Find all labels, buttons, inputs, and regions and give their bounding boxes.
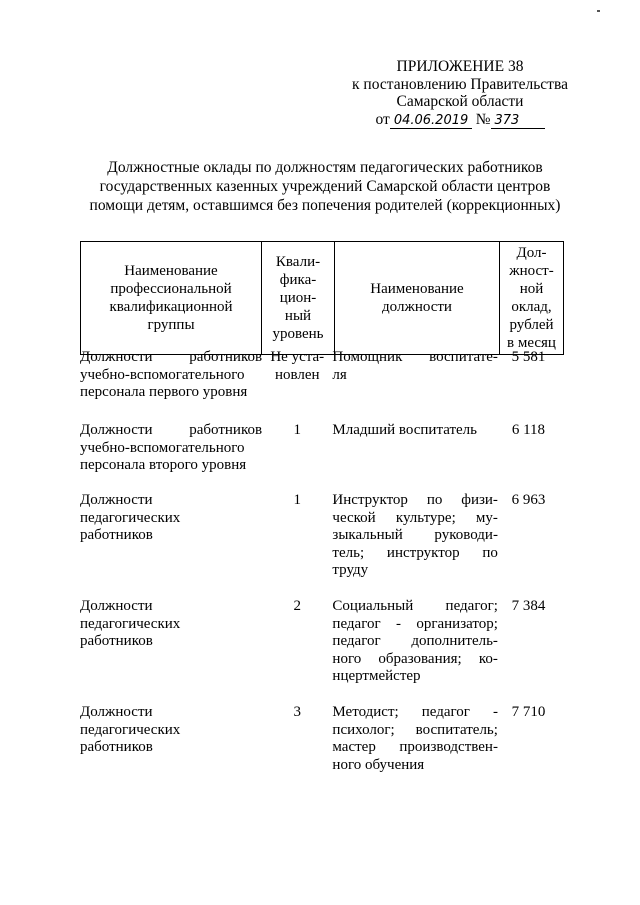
cell-text: Социальный педагог; <box>332 598 498 614</box>
header-text: в месяц <box>507 335 556 351</box>
cell-text: ля <box>332 366 347 383</box>
cell-text: труду <box>332 562 369 578</box>
cell-salary: 5 581 <box>511 349 546 365</box>
cell-text: Должности работников <box>80 349 263 365</box>
header-row <box>81 242 564 355</box>
cell-text: педагог дополнитель- <box>332 633 498 649</box>
cell-text: Должности <box>80 704 153 720</box>
cell-text: психолог; воспитатель; <box>332 721 498 738</box>
header-text: фика- <box>279 272 317 288</box>
table-row <box>80 492 559 598</box>
header-text: рублей <box>509 317 554 333</box>
header-salary <box>500 242 564 355</box>
cell-level <box>262 349 332 422</box>
cell-text: педагог - организатор; <box>332 615 498 632</box>
title-line: Должностные оклады по должностям педагогических работников <box>107 159 543 176</box>
cell-text: Должности <box>80 492 153 508</box>
header-text: Квали- <box>275 254 321 270</box>
cell-text: педагогических <box>80 509 181 526</box>
cell-group <box>80 422 262 492</box>
table-row <box>80 422 559 492</box>
cell-text: Должности <box>80 598 153 614</box>
header-text: Дол- <box>516 245 547 261</box>
cell-text: 1 <box>293 492 301 508</box>
cell-level <box>262 704 332 774</box>
cell-text: работников <box>80 633 153 649</box>
cell-position <box>332 704 498 774</box>
cell-text: ческой культуре; му- <box>332 509 498 526</box>
cell-salary: 6 118 <box>511 422 546 438</box>
cell-text: Инструктор по физи- <box>332 492 498 508</box>
header-text: квалификационной <box>109 299 233 315</box>
appendix-region: Самарской области <box>396 93 524 110</box>
table-row <box>80 598 559 704</box>
header-text: Наименование <box>370 281 464 297</box>
cell-text: персонала второго уровня <box>80 457 247 473</box>
cell-text: ного образования; ко- <box>332 650 498 667</box>
cell-text: 3 <box>293 704 301 720</box>
cell-group <box>80 492 262 598</box>
cell-text: работников <box>80 739 153 755</box>
header-text: должности <box>382 299 452 315</box>
cell-level <box>262 422 332 492</box>
cell-text: Младший воспитатель <box>332 422 478 438</box>
header-text: профессиональной <box>110 281 232 297</box>
cell-salary: 7 384 <box>511 598 546 614</box>
salary-table-header <box>80 241 564 355</box>
handwritten-number: 373 <box>491 114 545 129</box>
header-text: жност- <box>509 263 554 279</box>
cell-position <box>332 492 498 598</box>
header-level <box>262 242 335 355</box>
handwritten-date: 04.06.2019 <box>390 114 472 129</box>
cell-group <box>80 598 262 704</box>
cell-text: 1 <box>293 422 301 438</box>
cell-text: нцертмейстер <box>332 668 421 684</box>
title-line: помощи детям, оставшимся без попечения родителей (коррекционных) <box>89 197 561 214</box>
appendix-decree: к постановлению Правительства <box>352 75 568 93</box>
header-text: ной <box>519 281 544 297</box>
header-text: цион- <box>279 290 317 306</box>
cell-position <box>332 422 498 492</box>
cell-text: ного обучения <box>332 756 425 773</box>
appendix-block <box>330 58 590 129</box>
number-label: № <box>475 110 491 128</box>
cell-text: педагогических <box>80 615 181 632</box>
cell-salary: 7 710 <box>511 704 546 720</box>
table-row <box>80 349 559 422</box>
header-text: уровень <box>272 326 324 342</box>
header-group <box>81 242 262 355</box>
header-text: ный <box>284 308 312 324</box>
cell-text: педагогических <box>80 721 181 738</box>
cell-text: зыкальный руководи- <box>332 527 498 543</box>
header-text: оклад, <box>511 299 552 315</box>
cell-text: работников <box>80 527 153 543</box>
from-label: от <box>375 110 390 128</box>
cell-level <box>262 598 332 704</box>
cell-text: учебно-вспомогательного <box>80 366 245 383</box>
cell-text: Не уста- <box>270 349 325 365</box>
header-text: Наименование <box>124 263 218 279</box>
cell-text: мастер производствен- <box>332 739 498 755</box>
header-position <box>335 242 500 355</box>
cell-position <box>332 349 498 422</box>
cell-text: персонала первого уровня <box>80 384 248 400</box>
salary-table-body <box>80 349 559 774</box>
appendix-title: ПРИЛОЖЕНИЕ 38 <box>396 58 524 75</box>
cell-text: 2 <box>293 598 301 614</box>
cell-text: Методист; педагог - <box>332 704 498 720</box>
cell-position <box>332 598 498 704</box>
scan-speck <box>597 10 600 12</box>
cell-group <box>80 704 262 774</box>
cell-text: тель; инструктор по <box>332 544 498 561</box>
cell-text: новлен <box>274 366 320 383</box>
document-title <box>80 158 570 215</box>
cell-salary: 6 963 <box>511 492 546 508</box>
title-line: государственных казенных учреждений Самарской области центров <box>99 178 551 195</box>
cell-text: Должности работников <box>80 422 263 438</box>
appendix-date-line <box>330 111 590 129</box>
cell-text: Помощник воспитате- <box>332 349 498 365</box>
cell-group <box>80 349 262 422</box>
table-row <box>80 704 559 774</box>
cell-level <box>262 492 332 598</box>
cell-text: учебно-вспомогательного <box>80 439 245 456</box>
header-text: группы <box>147 317 195 333</box>
